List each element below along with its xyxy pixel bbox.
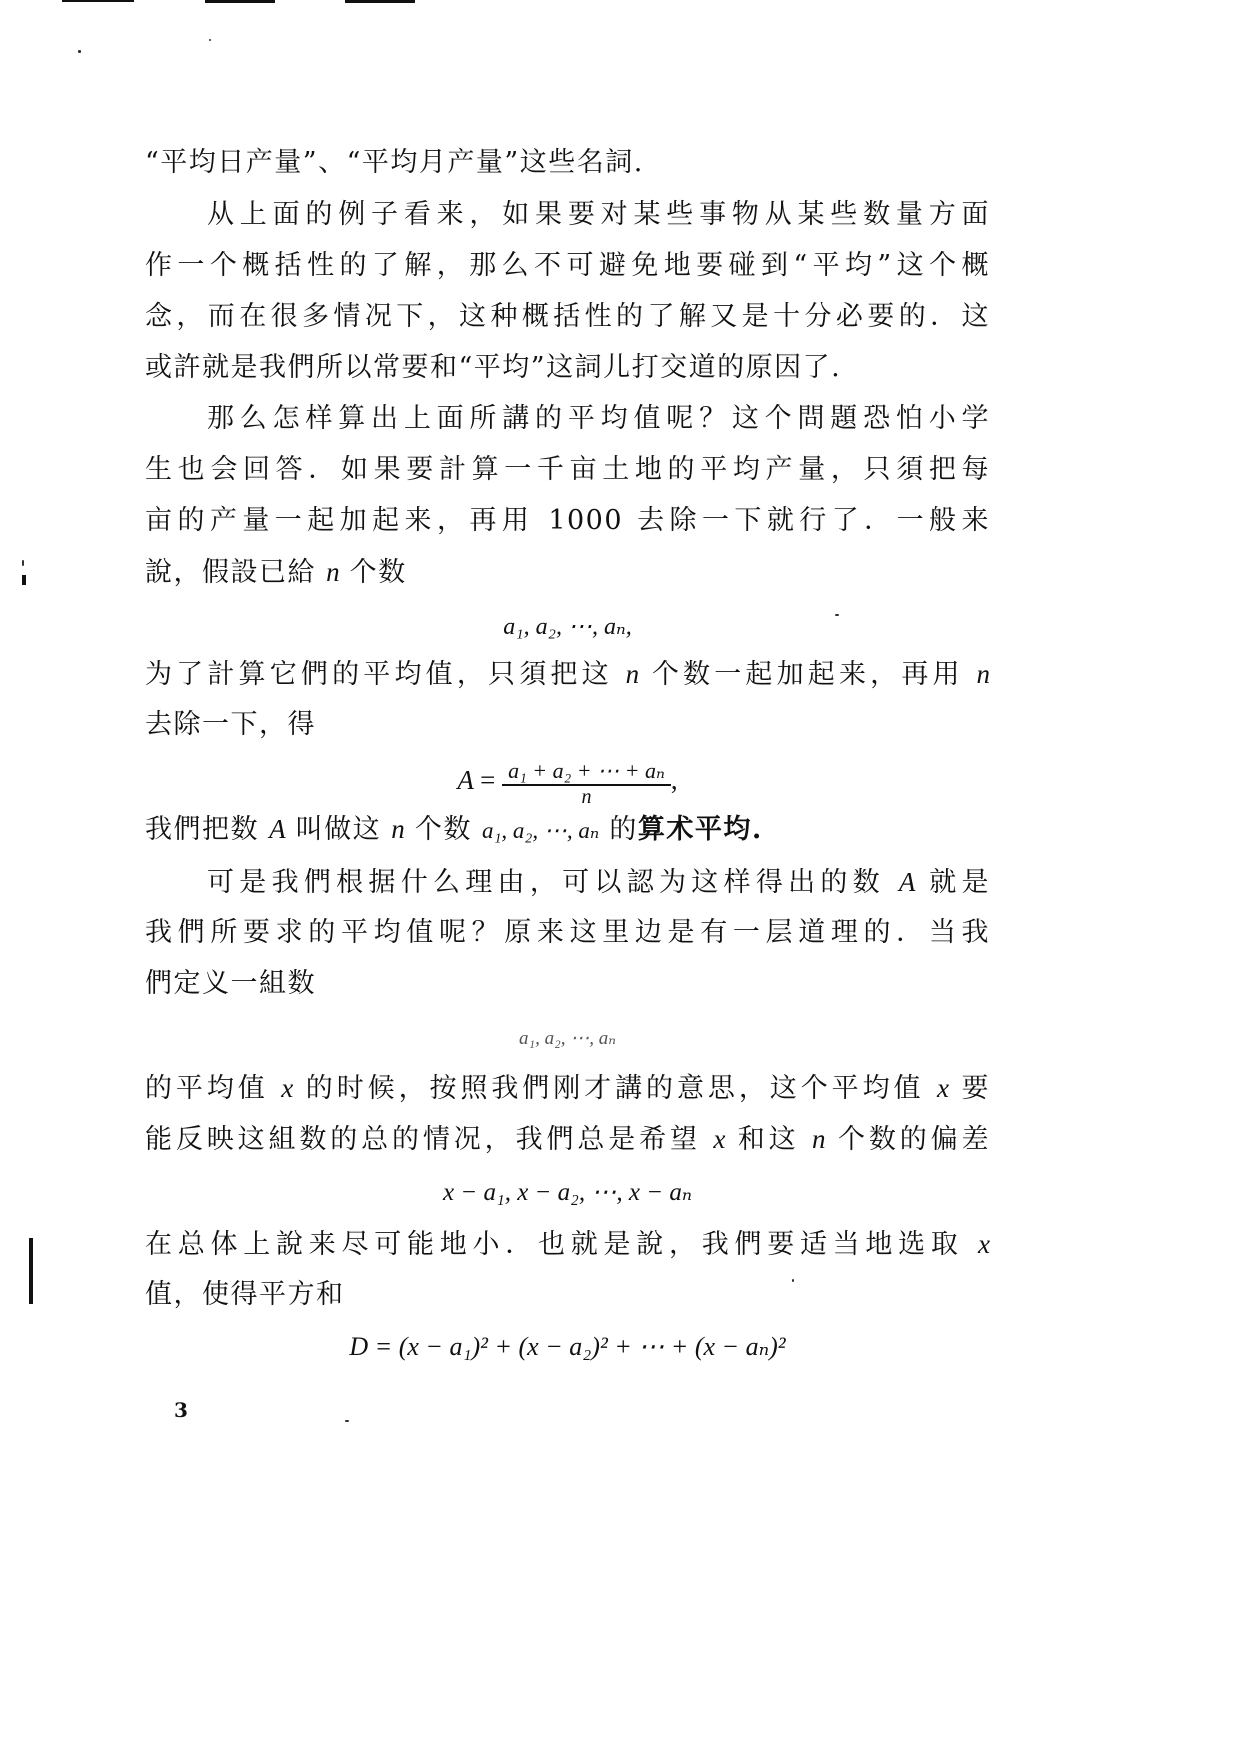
text-span: 要 — [948, 1073, 990, 1104]
text-line: 去除一下，得 — [145, 709, 316, 740]
fraction-numerator: a₁ + a₂ + ⋯ + aₙ — [502, 758, 671, 786]
math-sequence: a₁, a₂, ⋯, aₙ, — [503, 614, 632, 640]
text-line: 从上面的例子看来，如果要对某些事物从某些数量方面 — [207, 199, 990, 230]
text-span: 个数一起加起来，再用 — [639, 659, 977, 690]
math-var: n — [326, 557, 340, 587]
text-line — [145, 1227, 990, 1262]
text-span: 为了計算它們的平均值，只須把这 — [145, 659, 626, 690]
math-var: x — [978, 1229, 990, 1259]
scan-speck — [78, 50, 81, 53]
scan-speck — [345, 1420, 349, 1422]
punctuation: , — [670, 765, 678, 795]
text-line: 生也会回答．如果要計算一千亩土地的平均产量，只須把每 — [145, 454, 990, 485]
math-var: x — [936, 1073, 949, 1103]
text-span: 的平均值 — [145, 1073, 282, 1104]
fraction-denominator: n — [581, 785, 592, 808]
text-line — [145, 657, 990, 692]
text-line — [207, 865, 990, 900]
text-span: 个数 — [339, 557, 407, 588]
text-line: “平均日产量”、“平均月产量”这些名詞. — [145, 147, 644, 178]
text-line — [145, 1071, 990, 1106]
page-number: 3 — [174, 1398, 188, 1422]
formula-lhs: A — [457, 765, 474, 795]
text-line: 那么怎样算出上面所講的平均值呢？这个問題恐怕小学 — [207, 403, 990, 434]
bold-term: 算术平均. — [637, 814, 763, 845]
text-line: 或許就是我們所以常要和“平均”这詞儿打交道的原因了. — [145, 352, 842, 383]
text-span: 个数的偏差 — [825, 1124, 990, 1155]
scan-speck — [22, 560, 24, 566]
text-line: 作一个概括性的了解，那么不可避免地要碰到“平均”这个概 — [145, 250, 990, 281]
text-span: 就是 — [915, 867, 990, 898]
text-span: 的 — [599, 814, 638, 845]
math-var: n — [811, 1124, 826, 1154]
math-var: n — [625, 659, 640, 689]
text-span: 能反映这組数的总的情况，我們总是希望 — [145, 1124, 714, 1155]
header-rule-left — [62, 0, 134, 2]
margin-binding-mark — [29, 1238, 33, 1304]
math-var: x — [281, 1073, 294, 1103]
math-var: x — [713, 1124, 726, 1154]
math-var: A — [898, 867, 916, 897]
deviations-formula: x − a₁, x − a₂, ⋯, x − aₙ — [443, 1179, 692, 1206]
equals-sign: = — [480, 765, 496, 795]
text-span: 我們把数 — [145, 814, 270, 845]
text-span: 可是我們根据什么理由，可以認为这样得出的数 — [207, 867, 899, 898]
scan-speck — [209, 39, 211, 41]
text-line: 亩的产量一起加起来，再用 1000 去除一下就行了．一般来 — [145, 505, 990, 536]
arithmetic-mean-formula — [145, 750, 990, 810]
header-rule-middle — [205, 0, 275, 3]
math-var: A — [269, 814, 286, 844]
text-line — [145, 812, 990, 848]
text-span: 說，假設已給 — [145, 557, 327, 588]
text-span: 和这 — [725, 1124, 812, 1155]
math-inline-sequence: a₁, a₂, ⋯, aₙ — [481, 818, 600, 843]
header-rule-right — [345, 0, 415, 3]
text-span: 个数 — [404, 814, 482, 845]
text-span: 在总体上說来尽可能地小．也就是說，我們要适当地选取 — [145, 1229, 979, 1260]
margin-mark — [22, 575, 26, 585]
text-line — [145, 1122, 990, 1157]
text-line: 我們所要求的平均值呢？原来这里边是有一层道理的．当我 — [145, 917, 990, 948]
sum-of-squares-formula: D = (x − a₁)² + (x − a₂)² + ⋯ + (x − aₙ)² — [349, 1332, 786, 1361]
text-line: 們定义一組数 — [145, 968, 316, 999]
math-var: n — [391, 814, 405, 844]
math-var: n — [976, 659, 990, 689]
text-line: 念，而在很多情况下，这种概括性的了解又是十分必要的．这 — [145, 301, 990, 332]
fraction — [502, 758, 671, 808]
text-line — [145, 555, 990, 590]
text-span: 叫做这 — [285, 814, 392, 845]
text-line: 值，使得平方和 — [145, 1279, 345, 1310]
text-span: 的时候，按照我們刚才講的意思，这个平均值 — [293, 1073, 937, 1104]
math-sequence: a₁, a₂, ⋯, aₙ — [519, 1028, 616, 1049]
